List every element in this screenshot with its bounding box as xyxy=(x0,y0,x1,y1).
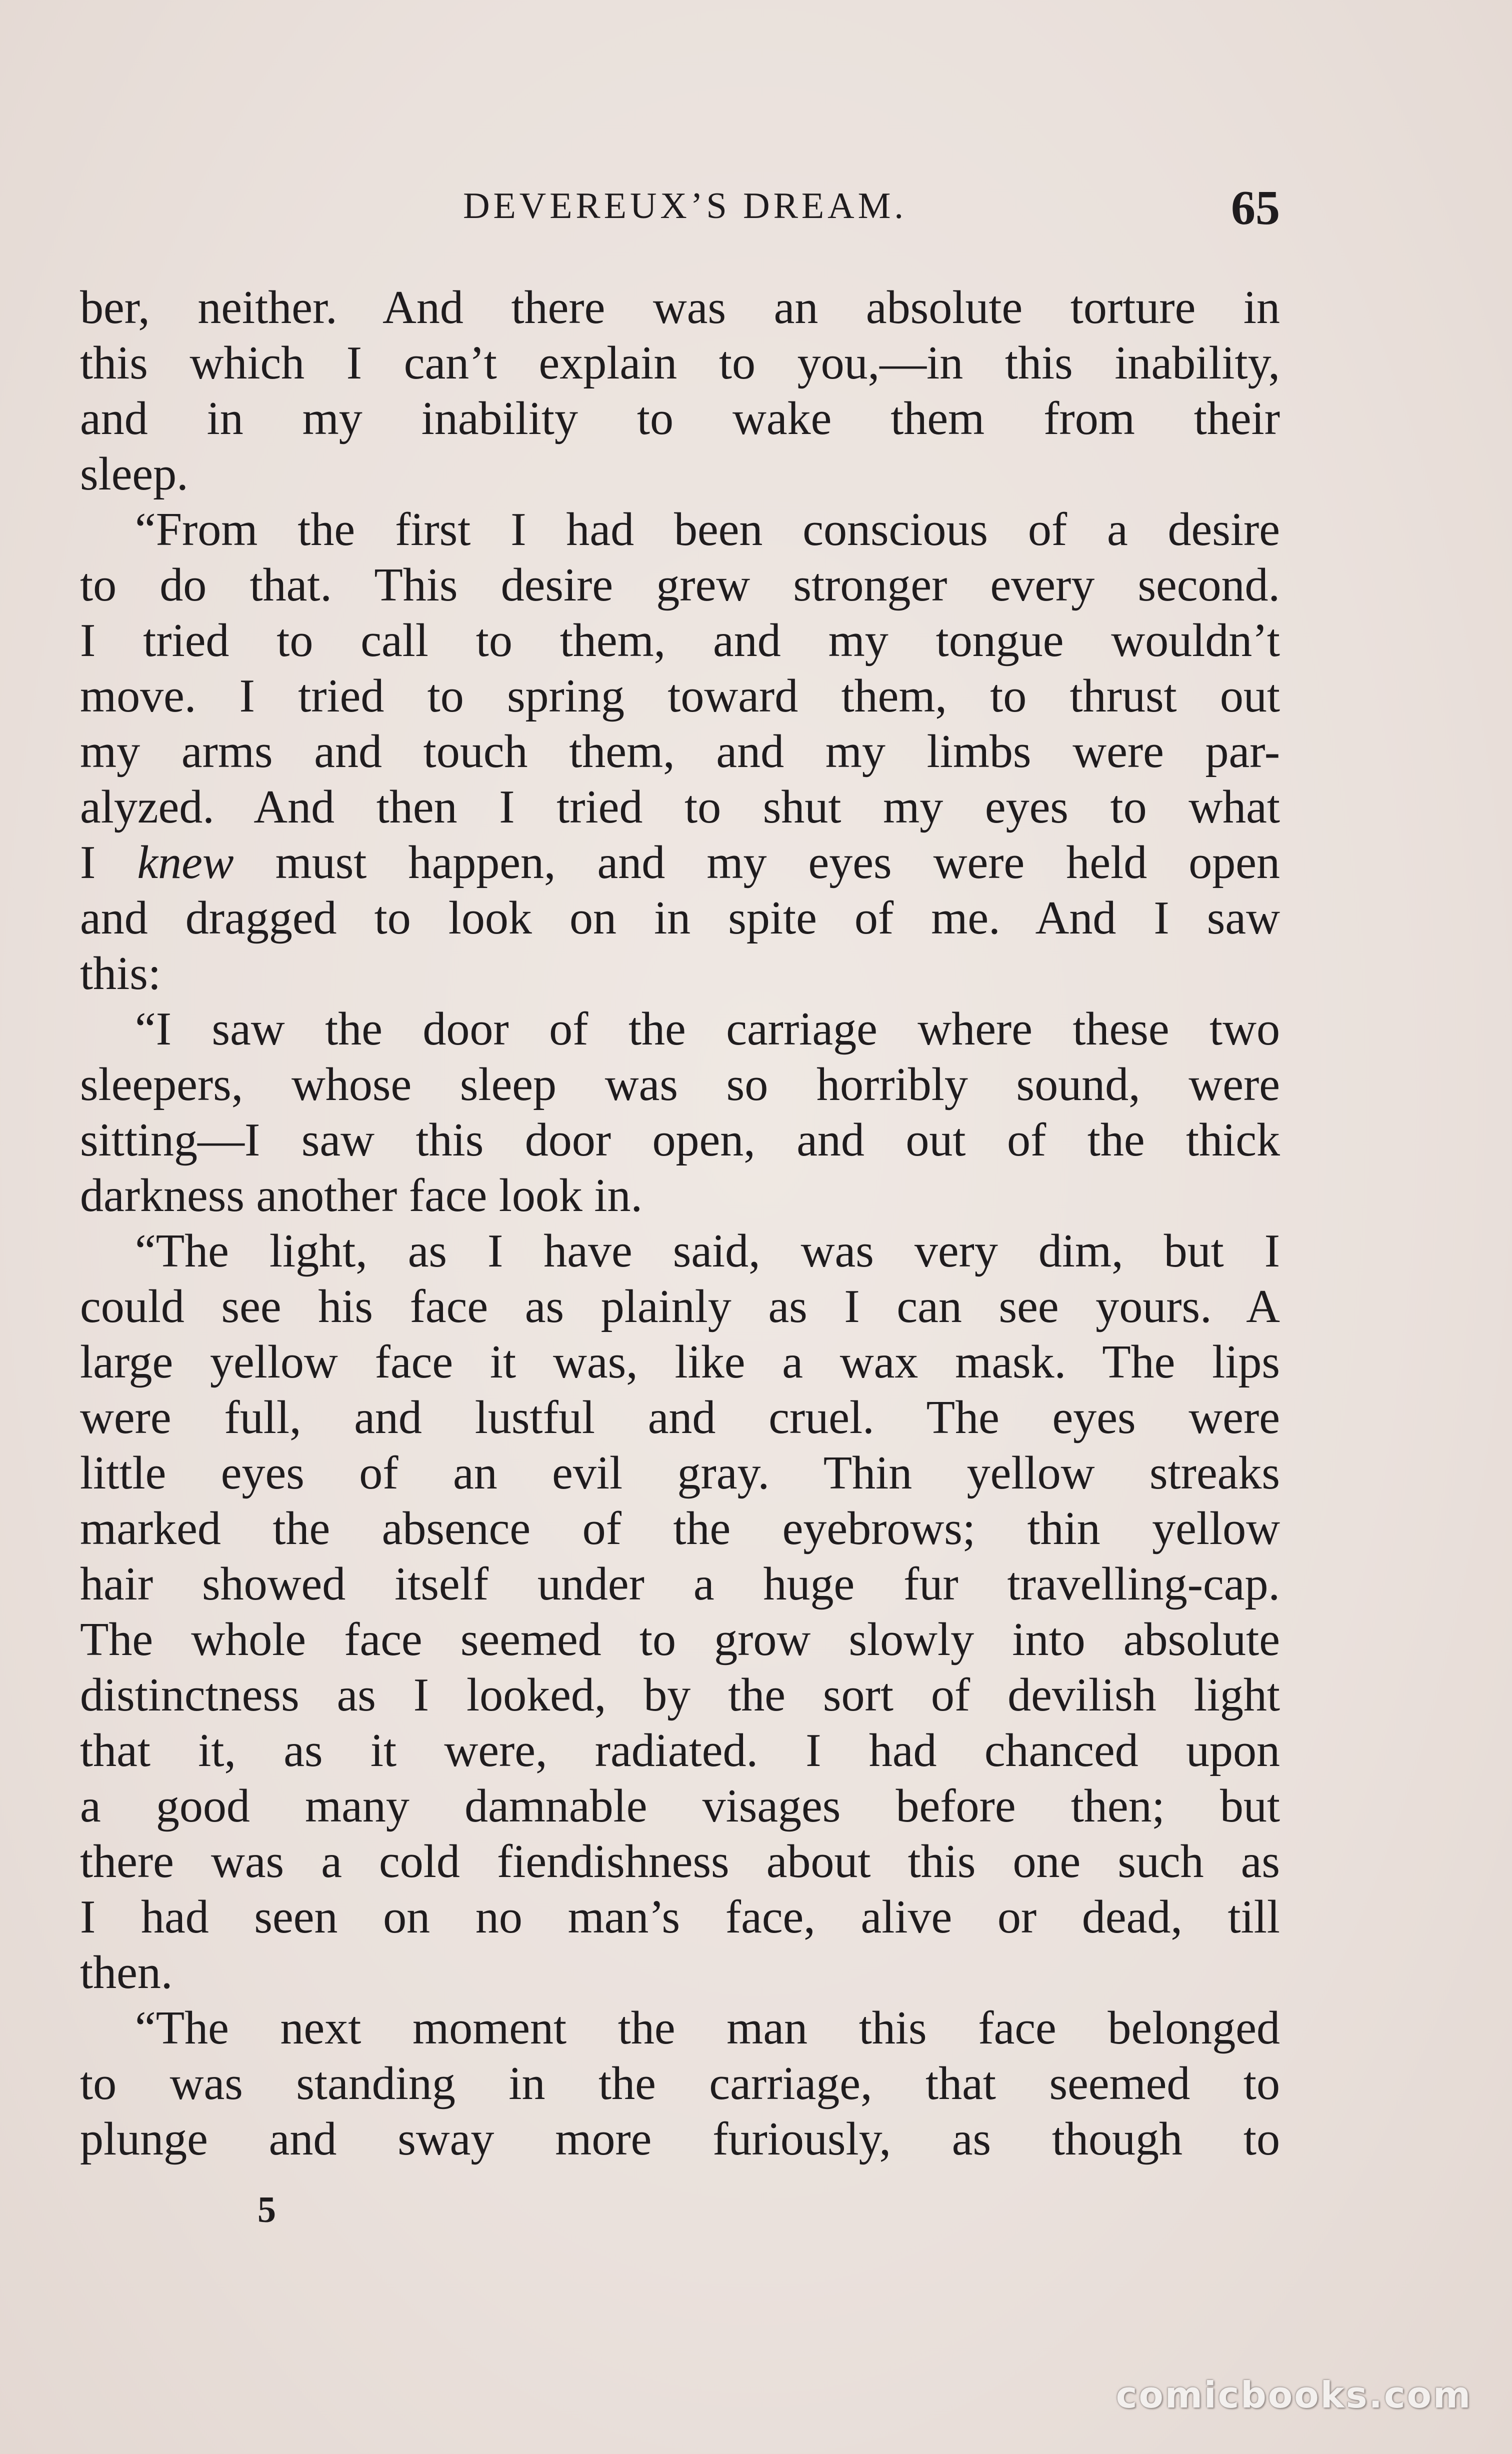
text-line: “The light, as I have said, was very dim, but I xyxy=(135,1225,1280,1277)
text-line: move. I tried to spring toward them, to thrust out xyxy=(80,670,1280,722)
text-line: that it, as it were, radiated. I had chanced upon xyxy=(80,1724,1280,1776)
text-line: sleepers, whose sleep was so horribly sound, were xyxy=(80,1058,1280,1110)
text-line: this: xyxy=(80,948,161,1000)
text-line: were full, and lustful and cruel. The eyes were xyxy=(80,1392,1280,1444)
text-line: “I saw the door of the carriage where these two xyxy=(135,1003,1280,1055)
text-line: then. xyxy=(80,1946,173,1998)
running-title: DEVEREUX’S DREAM. xyxy=(463,186,907,226)
text-line: I tried to call to them, and my tongue wouldn’t xyxy=(80,614,1280,666)
text-line: and dragged to look on in spite of me. And I saw xyxy=(80,892,1280,944)
text-line: The whole face seemed to grow slowly into absolute xyxy=(80,1614,1280,1666)
body-text xyxy=(80,280,1280,2167)
text-line: “From the first I had been conscious of a desire xyxy=(135,504,1280,556)
page-number: 65 xyxy=(1231,181,1280,235)
watermark-logo: comicbooks.com xyxy=(1116,2374,1472,2416)
text-line: I knew must happen, and my eyes were held open xyxy=(80,836,1280,888)
text-line: “The next moment the man this face belonged xyxy=(135,2002,1280,2054)
running-head xyxy=(80,180,1280,240)
text-line: little eyes of an evil gray. Thin yellow streaks xyxy=(80,1447,1280,1499)
text-line: my arms and touch them, and my limbs were par- xyxy=(80,726,1280,778)
text-line: large yellow face it was, like a wax mask. The lips xyxy=(80,1336,1280,1388)
text-line: ber, neither. And there was an absolute torture in xyxy=(80,282,1280,334)
text-line: I had seen on no man’s face, alive or dead, till xyxy=(80,1891,1280,1943)
text-line: to was standing in the carriage, that seemed to xyxy=(80,2058,1280,2110)
text-line: to do that. This desire grew stronger every second. xyxy=(80,559,1280,611)
text-line: plunge and sway more furiously, as though to xyxy=(80,2113,1280,2165)
text-line: alyzed. And then I tried to shut my eyes to what xyxy=(80,781,1280,833)
text-line: this which I can’t explain to you,—in this inability, xyxy=(80,337,1280,389)
text-line: and in my inability to wake them from their xyxy=(80,392,1280,444)
text-line: there was a cold fiendishness about this one such as xyxy=(80,1836,1280,1888)
text-line: hair showed itself under a huge fur travelling-cap. xyxy=(80,1558,1280,1610)
text-line: marked the absence of the eyebrows; thin yellow xyxy=(80,1502,1280,1554)
text-line: could see his face as plainly as I can see yours. A xyxy=(80,1280,1280,1332)
text-line: distinctness as I looked, by the sort of devilish light xyxy=(80,1669,1280,1721)
text-line: sleep. xyxy=(80,448,188,500)
signature-mark: 5 xyxy=(258,2190,276,2230)
text-line: a good many damnable visages before then; but xyxy=(80,1780,1280,1832)
text-line: sitting—I saw this door open, and out of the thick xyxy=(80,1114,1280,1166)
text-line: darkness another face look in. xyxy=(80,1170,642,1222)
emphasis-word: knew xyxy=(137,836,234,888)
